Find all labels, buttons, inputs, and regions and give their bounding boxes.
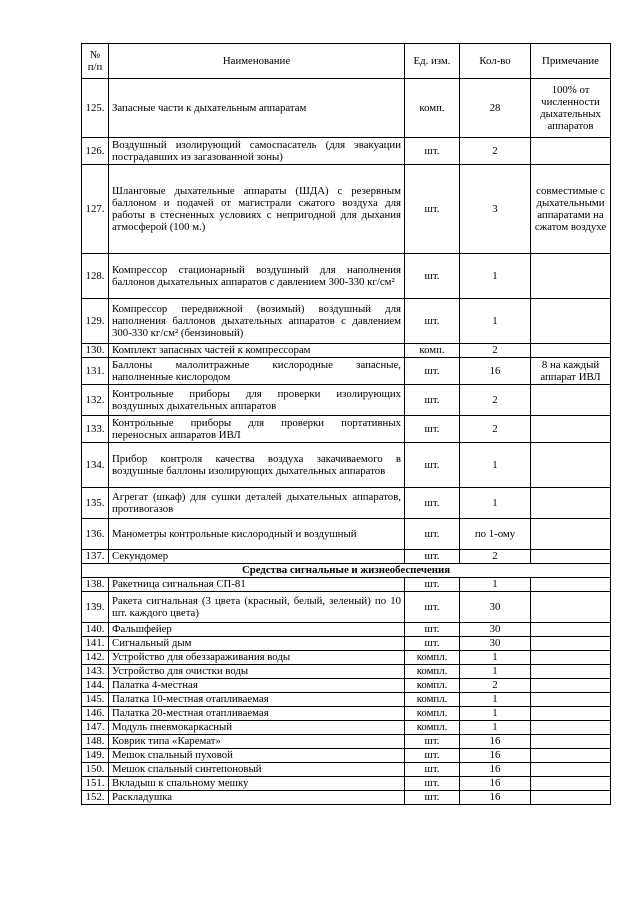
item-unit: шт. <box>405 385 460 416</box>
item-note: 8 на каждый аппарат ИВЛ <box>531 358 611 385</box>
item-unit: шт. <box>405 637 460 651</box>
item-unit: шт. <box>405 165 460 254</box>
item-quantity: 1 <box>460 665 531 679</box>
row-number: 149. <box>82 749 109 763</box>
item-note <box>531 637 611 651</box>
table-row <box>82 693 611 707</box>
item-quantity: 1 <box>460 707 531 721</box>
item-quantity: 2 <box>460 385 531 416</box>
item-unit: комп. <box>405 79 460 138</box>
item-name: Ракета сигнальная (3 цвета (красный, белый, зеленый) по 10 шт. каждого цвета) <box>109 592 405 623</box>
item-quantity: 1 <box>460 651 531 665</box>
row-number: 137. <box>82 550 109 564</box>
item-note <box>531 665 611 679</box>
item-quantity: 1 <box>460 254 531 299</box>
item-unit: шт. <box>405 443 460 488</box>
item-note <box>531 592 611 623</box>
row-number: 134. <box>82 443 109 488</box>
item-quantity: 16 <box>460 358 531 385</box>
item-unit: комп. <box>405 344 460 358</box>
row-number: 139. <box>82 592 109 623</box>
row-number: 128. <box>82 254 109 299</box>
table-row <box>82 592 611 623</box>
item-name: Вкладыш к спальному мешку <box>109 777 405 791</box>
item-note <box>531 550 611 564</box>
item-name: Палатка 20-местная отапливаемая <box>109 707 405 721</box>
table-row <box>82 519 611 550</box>
item-unit: компл. <box>405 721 460 735</box>
section-header-row <box>82 564 611 578</box>
item-note <box>531 578 611 592</box>
header-no: № п/п <box>82 44 109 79</box>
item-name: Воздушный изолирующий самоспасатель (для эвакуации пострадавших из загазованной зоны) <box>109 138 405 165</box>
item-name: Палатка 10-местная отапливаемая <box>109 693 405 707</box>
item-unit: компл. <box>405 679 460 693</box>
item-unit: шт. <box>405 138 460 165</box>
row-number: 140. <box>82 623 109 637</box>
item-quantity: 1 <box>460 299 531 344</box>
table-row <box>82 358 611 385</box>
item-unit: компл. <box>405 693 460 707</box>
item-note <box>531 299 611 344</box>
row-number: 148. <box>82 735 109 749</box>
row-number: 125. <box>82 79 109 138</box>
item-note <box>531 735 611 749</box>
item-unit: шт. <box>405 488 460 519</box>
item-quantity: 16 <box>460 749 531 763</box>
item-unit: шт. <box>405 358 460 385</box>
item-quantity: 28 <box>460 79 531 138</box>
item-note <box>531 749 611 763</box>
table-row <box>82 791 611 805</box>
item-quantity: по 1-ому <box>460 519 531 550</box>
row-number: 133. <box>82 416 109 443</box>
item-note <box>531 443 611 488</box>
table-row <box>82 138 611 165</box>
row-number: 144. <box>82 679 109 693</box>
item-name: Мешок спальный пуховой <box>109 749 405 763</box>
item-note <box>531 791 611 805</box>
item-unit: шт. <box>405 763 460 777</box>
item-unit: шт. <box>405 777 460 791</box>
table-row <box>82 735 611 749</box>
item-quantity: 16 <box>460 763 531 777</box>
table-row <box>82 165 611 254</box>
item-name: Устройство для обеззараживания воды <box>109 651 405 665</box>
item-unit: шт. <box>405 578 460 592</box>
item-name: Устройство для очистки воды <box>109 665 405 679</box>
table-row <box>82 721 611 735</box>
header-unit: Ед. изм. <box>405 44 460 79</box>
row-number: 130. <box>82 344 109 358</box>
header-name: Наименование <box>109 44 405 79</box>
table-row <box>82 488 611 519</box>
item-note <box>531 777 611 791</box>
item-quantity: 2 <box>460 679 531 693</box>
item-note: совместимые с дыхательными аппаратами на сжатом воздухе <box>531 165 611 254</box>
row-number: 143. <box>82 665 109 679</box>
item-unit: шт. <box>405 623 460 637</box>
item-quantity: 1 <box>460 488 531 519</box>
table-row <box>82 578 611 592</box>
table-row <box>82 416 611 443</box>
item-quantity: 30 <box>460 637 531 651</box>
table-row <box>82 777 611 791</box>
item-unit: шт. <box>405 749 460 763</box>
item-unit: шт. <box>405 735 460 749</box>
item-name: Раскладушка <box>109 791 405 805</box>
row-number: 132. <box>82 385 109 416</box>
row-number: 126. <box>82 138 109 165</box>
item-note <box>531 254 611 299</box>
row-number: 150. <box>82 763 109 777</box>
section-title: Средства сигнальные и жизнеобеспечения <box>82 564 611 578</box>
item-quantity: 1 <box>460 443 531 488</box>
item-quantity: 2 <box>460 416 531 443</box>
item-name: Комплект запасных частей к компрессорам <box>109 344 405 358</box>
table-row <box>82 443 611 488</box>
item-name: Палатка 4-местная <box>109 679 405 693</box>
item-unit: шт. <box>405 254 460 299</box>
item-name: Баллоны малолитражные кислородные запасные, наполненные кислородом <box>109 358 405 385</box>
table-row <box>82 637 611 651</box>
row-number: 127. <box>82 165 109 254</box>
row-number: 138. <box>82 578 109 592</box>
table-row <box>82 79 611 138</box>
table-body <box>82 79 611 805</box>
table-row <box>82 763 611 777</box>
item-note: 100% от численности дыхательных аппаратов <box>531 79 611 138</box>
row-number: 135. <box>82 488 109 519</box>
item-quantity: 16 <box>460 777 531 791</box>
item-unit: шт. <box>405 519 460 550</box>
item-note <box>531 138 611 165</box>
item-quantity: 1 <box>460 693 531 707</box>
row-number: 129. <box>82 299 109 344</box>
table-row <box>82 550 611 564</box>
table-row <box>82 749 611 763</box>
item-unit: шт. <box>405 791 460 805</box>
item-note <box>531 385 611 416</box>
item-quantity: 16 <box>460 735 531 749</box>
header-qty: Кол-во <box>460 44 531 79</box>
item-quantity: 30 <box>460 623 531 637</box>
table-row <box>82 679 611 693</box>
item-name: Ракетница сигнальная СП-81 <box>109 578 405 592</box>
table-header-row <box>82 44 611 79</box>
row-number: 145. <box>82 693 109 707</box>
item-note <box>531 693 611 707</box>
item-name: Фальшфейер <box>109 623 405 637</box>
item-note <box>531 416 611 443</box>
item-note <box>531 519 611 550</box>
item-note <box>531 763 611 777</box>
item-name: Запасные части к дыхательным аппаратам <box>109 79 405 138</box>
item-note <box>531 721 611 735</box>
item-quantity: 1 <box>460 578 531 592</box>
item-name: Мешок спальный синтепоновый <box>109 763 405 777</box>
table-row <box>82 385 611 416</box>
row-number: 136. <box>82 519 109 550</box>
item-note <box>531 707 611 721</box>
item-unit: компл. <box>405 651 460 665</box>
row-number: 147. <box>82 721 109 735</box>
item-unit: шт. <box>405 550 460 564</box>
item-name: Компрессор передвижной (возимый) воздушный для наполнения баллонов дыхательных аппаратов с давлением 300-330 кг/см² (бензиновый) <box>109 299 405 344</box>
equipment-table <box>81 43 611 805</box>
item-note <box>531 623 611 637</box>
item-unit: компл. <box>405 665 460 679</box>
item-note <box>531 488 611 519</box>
item-name: Модуль пневмокаркасный <box>109 721 405 735</box>
item-note <box>531 651 611 665</box>
header-note: Примечание <box>531 44 611 79</box>
item-name: Сигнальный дым <box>109 637 405 651</box>
item-note <box>531 344 611 358</box>
item-name: Прибор контроля качества воздуха закачиваемого в воздушные баллоны изолирующих дыхательных аппаратов <box>109 443 405 488</box>
item-name: Контрольные приборы для проверки изолирующих воздушных дыхательных аппаратов <box>109 385 405 416</box>
row-number: 151. <box>82 777 109 791</box>
table-row <box>82 623 611 637</box>
item-quantity: 30 <box>460 592 531 623</box>
item-name: Шланговые дыхательные аппараты (ШДА) с резервным баллоном и подачей от магистрали сжатого воздуха для работы в стесненных условиях с непригодной для дыхания атмосферой (100 м.) <box>109 165 405 254</box>
item-quantity: 1 <box>460 721 531 735</box>
item-name: Компрессор стационарный воздушный для наполнения баллонов дыхательных аппаратов с давлением 300-330 кг/см² <box>109 254 405 299</box>
row-number: 146. <box>82 707 109 721</box>
item-name: Секундомер <box>109 550 405 564</box>
item-name: Контрольные приборы для проверки портативных переносных аппаратов ИВЛ <box>109 416 405 443</box>
row-number: 141. <box>82 637 109 651</box>
item-unit: шт. <box>405 592 460 623</box>
table-row <box>82 254 611 299</box>
row-number: 131. <box>82 358 109 385</box>
item-unit: шт. <box>405 299 460 344</box>
item-note <box>531 679 611 693</box>
item-name: Коврик типа «Каремат» <box>109 735 405 749</box>
item-quantity: 2 <box>460 344 531 358</box>
item-quantity: 3 <box>460 165 531 254</box>
item-quantity: 2 <box>460 138 531 165</box>
item-unit: шт. <box>405 416 460 443</box>
item-name: Манометры контрольные кислородный и воздушный <box>109 519 405 550</box>
item-quantity: 2 <box>460 550 531 564</box>
table-row <box>82 651 611 665</box>
item-unit: компл. <box>405 707 460 721</box>
item-name: Агрегат (шкаф) для сушки деталей дыхательных аппаратов, противогазов <box>109 488 405 519</box>
table-row <box>82 299 611 344</box>
row-number: 152. <box>82 791 109 805</box>
table-row <box>82 344 611 358</box>
table-row <box>82 665 611 679</box>
item-quantity: 16 <box>460 791 531 805</box>
table-row <box>82 707 611 721</box>
row-number: 142. <box>82 651 109 665</box>
